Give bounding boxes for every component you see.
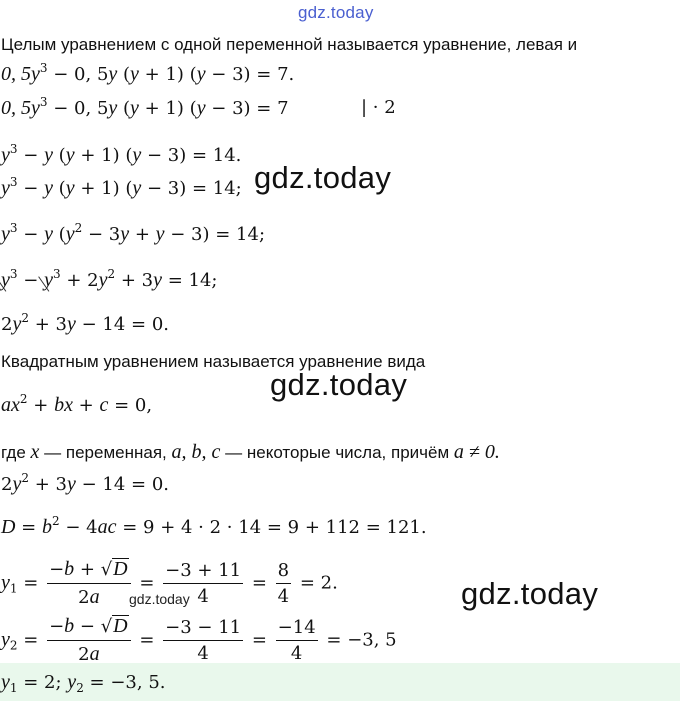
equation-line-3: $y^3 - y$ (y + 1) (y − 3) = 14. — [1, 142, 242, 166]
quadratic-definition: Квадратным уравнением называется уравнение вида — [1, 352, 426, 371]
watermark-right: gdz.today — [461, 576, 599, 611]
watermark-mid-1: gdz.today — [254, 160, 392, 195]
discriminant: $D = b^2 - 4ac = 9 + 4 \cdot 2 \cdot 14 = 9 + 112 = 121$. — [1, 514, 427, 538]
equation-line-2: 0, $5y^3 - 0$, 5y (y + 1) (y − 3) = 7 — [1, 95, 289, 119]
watermark-small: gdz.today — [129, 591, 190, 607]
equation-line-6: $y^3 - y^3 + 2y^2 + 3y = 14$; — [1, 267, 218, 291]
equation-line-5: $y^3 - y$ $(y^2 - 3y + y - 3) = 14$; — [1, 221, 266, 245]
root-y2: $y_2$ = $\frac{-b - √D}{2a}$ = $\frac{-3 - 11}{4}$ = $\frac{-14}{4}$ = −3, 5 — [1, 615, 397, 665]
intro-text: Целым уравнением с одной переменной называется уравнение, левая и — [1, 35, 578, 54]
where-line: где x — переменная, a, b, c — некоторые числа, причём a ≠ 0. — [1, 441, 500, 463]
equation-line-4: $y^3 - y$ (y + 1) (y − 3) = 14; — [1, 175, 242, 199]
general-form: $ax^2$ + bx + c = 0, — [1, 392, 153, 416]
multiplier-note: | · 2 — [361, 97, 396, 118]
watermark-top: gdz.today — [298, 3, 374, 22]
root-y1: $y_1$ = $\frac{-b + √D}{2a}$ = $\frac{-3 + 11}{4}$ = $\frac{8}{4}$ = 2. — [1, 558, 338, 608]
equation-line-1: 0, $5y^3 - 0$, 5y (y + 1) (y − 3) = 7. — [1, 61, 295, 85]
watermark-mid-2: gdz.today — [270, 367, 408, 402]
equation-line-7: $2y^2 + 3y - 14 = 0$. — [1, 311, 169, 335]
equation-line-9: $2y^2 + 3y - 14 = 0$. — [1, 471, 169, 495]
final-answer: $y_1 = 2$; $y_2 = -3$, 5. — [1, 671, 166, 695]
